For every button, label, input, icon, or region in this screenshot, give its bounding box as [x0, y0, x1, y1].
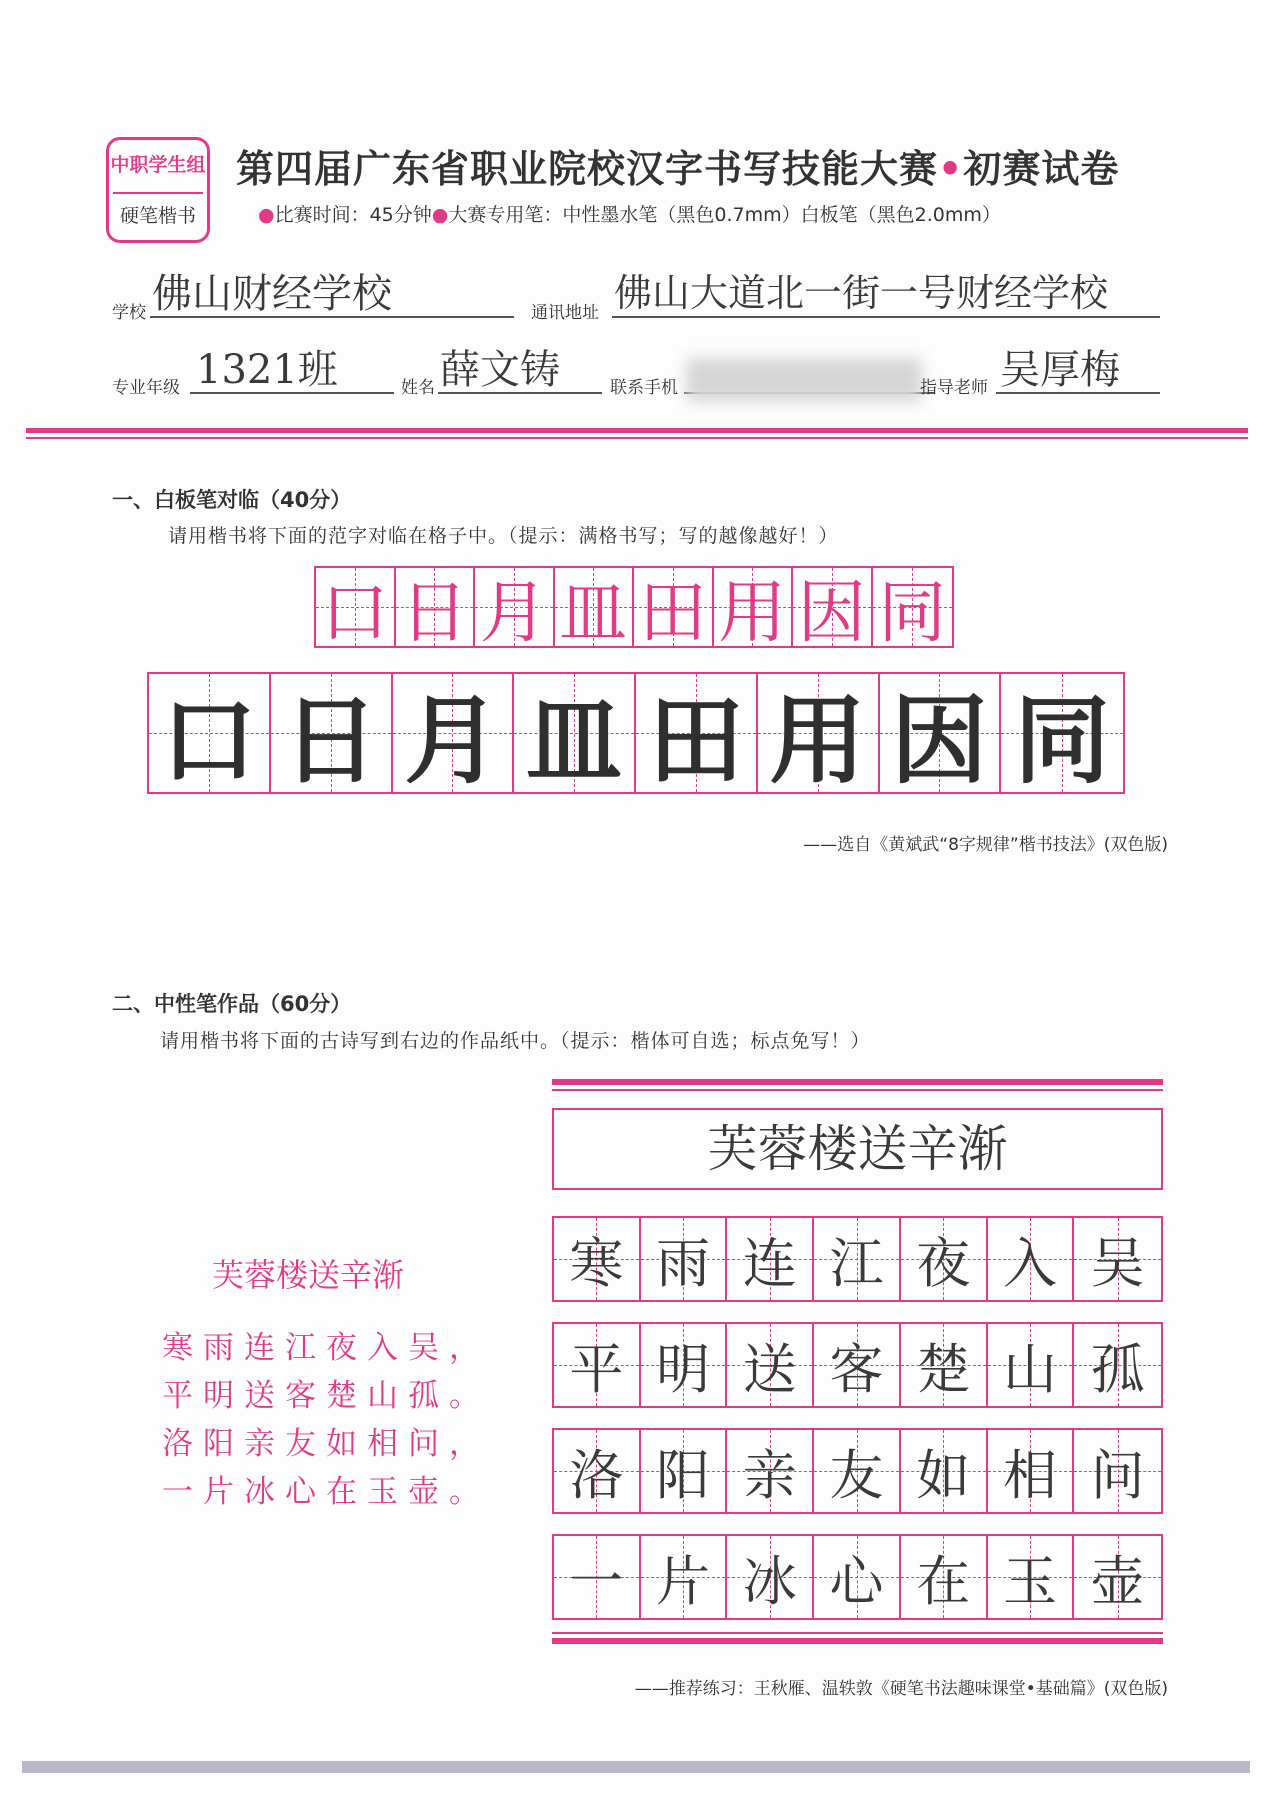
work-char: 问: [1090, 1443, 1145, 1507]
work-char: 平: [569, 1337, 624, 1401]
work-char: 一: [569, 1549, 624, 1613]
work-cell[interactable]: [988, 1218, 1075, 1300]
work-cell[interactable]: [814, 1324, 901, 1406]
work-char: 雨: [656, 1231, 711, 1295]
name-field[interactable]: [438, 346, 602, 394]
work-char: 壶: [1090, 1549, 1145, 1613]
model-cell: [634, 568, 714, 653]
name-value: 薛文铸: [440, 347, 560, 393]
school-value: 佛山财经学校: [152, 271, 392, 317]
work-char: 在: [916, 1549, 971, 1613]
poem-line: 洛阳亲友如相问，: [162, 1426, 490, 1462]
work-cell[interactable]: [554, 1324, 641, 1406]
writing-cell[interactable]: [880, 674, 1002, 797]
work-cell[interactable]: [554, 1218, 641, 1300]
work-cell[interactable]: [988, 1324, 1075, 1406]
address-value: 佛山大道北一街一号财经学校: [614, 271, 1109, 315]
work-cell[interactable]: [554, 1430, 641, 1512]
badge-group-label: 中职学生组: [110, 154, 206, 176]
model-character-grid: [314, 566, 954, 653]
work-char: 江: [829, 1231, 884, 1295]
work-cell[interactable]: [814, 1430, 901, 1512]
section1-instruction: 请用楷书将下面的范字对临在格子中。（提示：满格书写；写的越像越好！）: [168, 525, 839, 547]
work-char: 连: [742, 1231, 797, 1295]
work-char: 楚: [916, 1337, 971, 1401]
written-char: 皿: [526, 684, 623, 797]
grade-field[interactable]: [190, 346, 394, 394]
work-row: [552, 1428, 1163, 1514]
section2-citation: ——推荐练习：王秋雁、温轶敦《硬笔书法趣味课堂•基础篇》(双色版): [634, 1679, 1168, 1699]
teacher-field[interactable]: [996, 346, 1160, 394]
work-char: 心: [829, 1549, 884, 1613]
work-cell[interactable]: [988, 1536, 1075, 1618]
section2-heading: 二、中性笔作品（60分）: [112, 992, 352, 1016]
work-cell[interactable]: [641, 1218, 728, 1300]
written-char: 月: [404, 684, 501, 797]
writing-cell[interactable]: [1001, 674, 1123, 797]
name-label: 姓名: [401, 378, 435, 398]
written-char: 田: [647, 684, 744, 797]
model-char: 口: [320, 573, 389, 653]
model-cell: [714, 568, 794, 653]
work-cell[interactable]: [641, 1324, 728, 1406]
page-footer-bar: [22, 1761, 1250, 1773]
exam-title-main: 第四届广东省职业院校汉字书写技能大赛: [236, 147, 939, 191]
school-field[interactable]: [150, 270, 514, 318]
work-paper-bottom-border: [552, 1638, 1163, 1644]
model-char: 因: [797, 573, 866, 653]
work-char: 孤: [1090, 1337, 1145, 1401]
work-cell[interactable]: [1074, 1324, 1161, 1406]
model-char: 田: [638, 573, 707, 653]
work-cell[interactable]: [814, 1536, 901, 1618]
grade-value: 1321班: [196, 347, 338, 393]
work-cell[interactable]: [1074, 1218, 1161, 1300]
work-cell[interactable]: [901, 1536, 988, 1618]
work-cell[interactable]: [727, 1218, 814, 1300]
model-char: 月: [479, 573, 548, 653]
work-cell[interactable]: [727, 1430, 814, 1512]
model-cell: [555, 568, 635, 653]
written-char: 用: [769, 684, 866, 797]
poem-line: 平明送客楚山孤。: [162, 1378, 490, 1414]
work-char: 友: [829, 1443, 884, 1507]
work-char: 片: [656, 1549, 711, 1613]
group-badge: [106, 137, 210, 243]
work-char: 冰: [742, 1549, 797, 1613]
phone-label: 联系手机: [610, 378, 678, 398]
work-char: 玉: [1002, 1549, 1057, 1613]
work-row: [552, 1322, 1163, 1408]
model-cell: [396, 568, 476, 653]
title-dot: •: [938, 147, 964, 191]
bullet-icon: ●: [258, 204, 275, 226]
exam-subtitle: [258, 200, 1001, 227]
exam-title-end: 初赛试卷: [963, 147, 1120, 191]
writing-cell[interactable]: [514, 674, 636, 797]
work-char: 寒: [569, 1231, 624, 1295]
work-cell[interactable]: [727, 1536, 814, 1618]
work-char: 送: [742, 1337, 797, 1401]
work-char: 相: [1002, 1443, 1057, 1507]
bullet-icon: ●: [431, 204, 449, 226]
work-cell[interactable]: [554, 1536, 641, 1618]
section2-instruction: 请用楷书将下面的古诗写到右边的作品纸中。（提示：楷体可自选；标点免写！）: [160, 1030, 871, 1052]
copy-character-grid[interactable]: [147, 672, 1125, 797]
model-cell: [475, 568, 555, 653]
model-char: 皿: [559, 573, 628, 653]
work-char: 夜: [916, 1231, 971, 1295]
work-title-box[interactable]: 芙蓉楼送辛渐: [552, 1108, 1163, 1190]
work-cell[interactable]: [901, 1218, 988, 1300]
work-cell[interactable]: [814, 1218, 901, 1300]
work-cell[interactable]: [901, 1324, 988, 1406]
model-cell: [873, 568, 952, 653]
address-label: 通讯地址: [531, 303, 599, 323]
section1-citation: ——选自《黄斌武“8字规律”楷书技法》(双色版): [803, 835, 1168, 855]
work-char: 洛: [569, 1443, 624, 1507]
work-paper-top-border: [552, 1079, 1163, 1085]
writing-cell[interactable]: [758, 674, 880, 797]
exam-time: 比赛时间：45分钟: [274, 204, 432, 226]
written-char: 日: [282, 684, 379, 797]
exam-title: [236, 138, 1119, 193]
section1-heading: 一、白板笔对临（40分）: [112, 488, 352, 512]
work-cell[interactable]: [901, 1430, 988, 1512]
writing-cell[interactable]: [149, 674, 271, 797]
work-char: 阳: [656, 1443, 711, 1507]
header-divider-thin: [26, 437, 1248, 439]
writing-cell[interactable]: [271, 674, 393, 797]
grade-label: 专业年级: [112, 378, 180, 398]
work-char: 明: [656, 1337, 711, 1401]
poem-line: 一片冰心在玉壶。: [162, 1474, 490, 1510]
redacted-phone: [686, 358, 922, 402]
work-cell[interactable]: [988, 1430, 1075, 1512]
badge-style-label: 硬笔楷书: [113, 192, 203, 238]
work-char: 入: [1002, 1231, 1057, 1295]
model-cell: [793, 568, 873, 653]
written-char: 因: [891, 684, 988, 797]
exam-pen-spec: 大赛专用笔：中性墨水笔（黑色0.7mm）白板笔（黑色2.0mm）: [448, 204, 1001, 226]
work-cell[interactable]: [641, 1430, 728, 1512]
writing-cell[interactable]: [636, 674, 758, 797]
work-char: 吴: [1090, 1231, 1145, 1295]
work-row: [552, 1534, 1163, 1620]
work-cell[interactable]: [727, 1324, 814, 1406]
work-cell[interactable]: [1074, 1430, 1161, 1512]
written-char: 同: [1014, 684, 1111, 797]
address-field[interactable]: [612, 270, 1160, 318]
poem-line: 寒雨连江夜入吴，: [162, 1330, 490, 1366]
model-char: 用: [718, 573, 787, 653]
work-char: 客: [829, 1337, 884, 1401]
teacher-value: 吴厚梅: [1000, 347, 1120, 393]
work-paper-bottom-border-thin: [552, 1632, 1163, 1634]
model-char: 同: [878, 573, 947, 653]
writing-cell[interactable]: [393, 674, 515, 797]
school-label: 学校: [112, 303, 146, 323]
header-divider: [26, 428, 1248, 433]
work-char: 如: [916, 1443, 971, 1507]
model-cell: [316, 568, 396, 653]
work-char: 山: [1002, 1337, 1057, 1401]
written-char: 口: [160, 684, 257, 797]
work-cell[interactable]: [1074, 1536, 1161, 1618]
work-paper-top-border-thin: [552, 1089, 1163, 1091]
teacher-label: 指导老师: [920, 378, 988, 398]
work-char: 亲: [742, 1443, 797, 1507]
work-row: [552, 1216, 1163, 1302]
poem-title: 芙蓉楼送辛渐: [212, 1256, 405, 1294]
work-cell[interactable]: [641, 1536, 728, 1618]
model-char: 日: [400, 573, 469, 653]
